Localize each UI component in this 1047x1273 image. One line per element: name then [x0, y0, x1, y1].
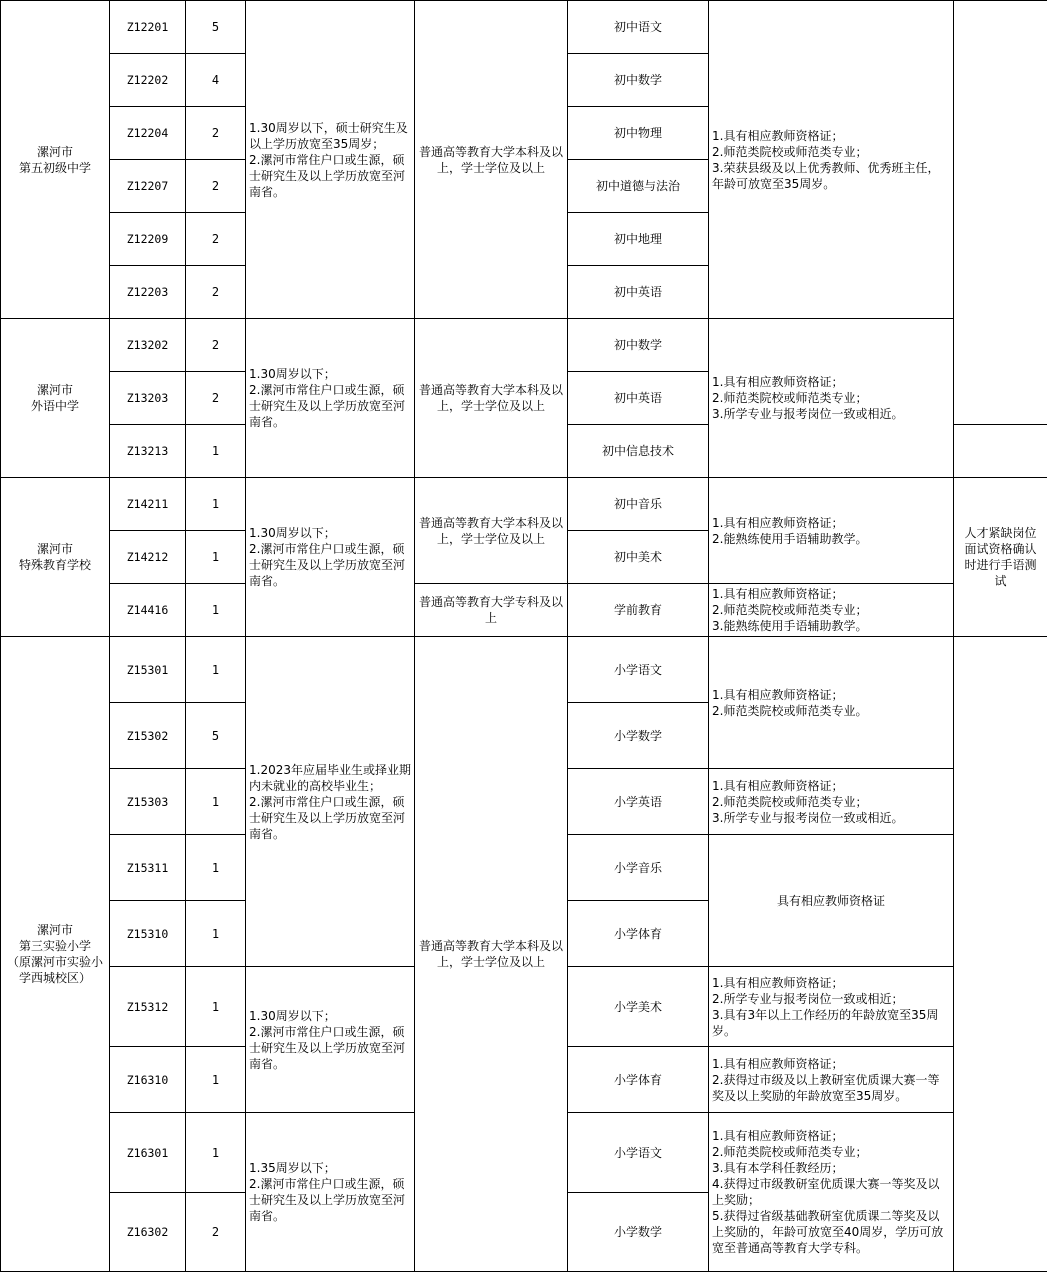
remarks: 人才紧缺岗位面试资格确认时进行手语测试: [954, 478, 1047, 637]
unit-name: 漯河市 第三实验小学 （原漯河市实验小学西城校区）: [1, 637, 110, 1272]
subject: 初中英语: [568, 372, 709, 425]
position-count: 1: [186, 1047, 246, 1113]
position-code: Z14416: [110, 584, 186, 637]
subject: 初中数学: [568, 319, 709, 372]
age-requirement: 1.35周岁以下； 2.漯河市常住户口或生源，硕士研究生及以上学历放宽至河南省。: [246, 1113, 415, 1272]
subject: 初中英语: [568, 266, 709, 319]
subject: 初中地理: [568, 213, 709, 266]
age-requirement: 1.2023年应届毕业生或择业期内未就业的高校毕业生； 2.漯河市常住户口或生源，硕士研究生及以上学历放宽至河南省。: [246, 637, 415, 967]
other-requirements: 1.具有相应教师资格证； 2.师范类院校或师范类专业。: [709, 637, 954, 769]
position-count: 2: [186, 266, 246, 319]
position-code: Z15302: [110, 703, 186, 769]
position-count: 1: [186, 425, 246, 478]
other-requirements: 1.具有相应教师资格证； 2.能熟练使用手语辅助教学。: [709, 478, 954, 584]
position-code: Z13213: [110, 425, 186, 478]
remarks: [954, 637, 1047, 1272]
position-count: 1: [186, 637, 246, 703]
education-requirement: 普通高等教育大学本科及以上，学士学位及以上: [415, 637, 568, 1272]
other-requirements: 具有相应教师资格证: [709, 835, 954, 967]
position-code: Z15301: [110, 637, 186, 703]
table-row: [1, 1, 1047, 54]
table-row: [1, 584, 1047, 637]
position-code: Z16301: [110, 1113, 186, 1193]
position-count: 5: [186, 703, 246, 769]
position-code: Z14211: [110, 478, 186, 531]
table-row: [1, 319, 1047, 372]
other-requirements: 1.具有相应教师资格证； 2.获得过市级及以上教研室优质课大赛一等奖及以上奖励的年龄放宽至35周岁。: [709, 1047, 954, 1113]
position-code: Z15303: [110, 769, 186, 835]
position-count: 1: [186, 531, 246, 584]
position-code: Z13203: [110, 372, 186, 425]
subject: 初中道德与法治: [568, 160, 709, 213]
position-code: Z14212: [110, 531, 186, 584]
subject: 初中语文: [568, 1, 709, 54]
other-requirements: 1.具有相应教师资格证； 2.师范类院校或师范类专业； 3.所学专业与报考岗位一致或相近。: [709, 769, 954, 835]
age-requirement: 1.30周岁以下； 2.漯河市常住户口或生源，硕士研究生及以上学历放宽至河南省。: [246, 319, 415, 478]
subject: 小学语文: [568, 637, 709, 703]
subject: 初中美术: [568, 531, 709, 584]
other-requirements: 1.具有相应教师资格证； 2.所学专业与报考岗位一致或相近； 3.具有3年以上工作经历的年龄放宽至35周岁。: [709, 967, 954, 1047]
subject: 小学英语: [568, 769, 709, 835]
age-requirement: 1.30周岁以下； 2.漯河市常住户口或生源，硕士研究生及以上学历放宽至河南省。: [246, 478, 415, 637]
position-count: 2: [186, 160, 246, 213]
subject: 小学语文: [568, 1113, 709, 1193]
position-count: 1: [186, 1113, 246, 1193]
position-code: Z16302: [110, 1193, 186, 1272]
subject: 小学数学: [568, 1193, 709, 1272]
subject: 小学体育: [568, 1047, 709, 1113]
position-count: 1: [186, 835, 246, 901]
position-code: Z12204: [110, 107, 186, 160]
subject: 小学美术: [568, 967, 709, 1047]
position-code: Z12201: [110, 1, 186, 54]
subject: 初中音乐: [568, 478, 709, 531]
position-count: 1: [186, 478, 246, 531]
other-requirements: 1.具有相应教师资格证； 2.师范类院校或师范类专业； 3.能熟练使用手语辅助教学。: [709, 584, 954, 637]
subject: 小学音乐: [568, 835, 709, 901]
other-requirements: 1.具有相应教师资格证； 2.师范类院校或师范类专业； 3.具有本学科任教经历； 4.获得过市级教研室优质课大赛一等奖及以上奖励； 5.获得过省级基础教研室优质课二等奖及以上奖励的，年龄可放宽至40周岁，学历可放宽至普通高等教育大学专科。: [709, 1113, 954, 1272]
position-code: Z12209: [110, 213, 186, 266]
position-code: Z16310: [110, 1047, 186, 1113]
position-count: 2: [186, 319, 246, 372]
position-count: 4: [186, 54, 246, 107]
position-count: 1: [186, 901, 246, 967]
other-requirements: 1.具有相应教师资格证； 2.师范类院校或师范类专业； 3.荣获县级及以上优秀教师、优秀班主任，年龄可放宽至35周岁。: [709, 1, 954, 319]
position-count: 2: [186, 372, 246, 425]
other-requirements: 1.具有相应教师资格证； 2.师范类院校或师范类专业； 3.所学专业与报考岗位一致或相近。: [709, 319, 954, 478]
position-code: Z12203: [110, 266, 186, 319]
age-requirement: 1.30周岁以下，硕士研究生及以上学历放宽至35周岁； 2.漯河市常住户口或生源，硕士研究生及以上学历放宽至河南省。: [246, 1, 415, 319]
position-code: Z15311: [110, 835, 186, 901]
table-row: [1, 478, 1047, 531]
position-count: 2: [186, 107, 246, 160]
position-count: 1: [186, 967, 246, 1047]
age-requirement: 1.30周岁以下； 2.漯河市常住户口或生源，硕士研究生及以上学历放宽至河南省。: [246, 967, 415, 1113]
position-code: Z12202: [110, 54, 186, 107]
subject: 初中数学: [568, 54, 709, 107]
education-requirement: 普通高等教育大学专科及以上: [415, 584, 568, 637]
position-count: 2: [186, 1193, 246, 1272]
education-requirement: 普通高等教育大学本科及以上，学士学位及以上: [415, 1, 568, 319]
position-count: 1: [186, 769, 246, 835]
subject: 小学数学: [568, 703, 709, 769]
education-requirement: 普通高等教育大学本科及以上，学士学位及以上: [415, 319, 568, 478]
unit-name: 漯河市 外语中学: [1, 319, 110, 478]
position-count: 2: [186, 213, 246, 266]
position-code: Z13202: [110, 319, 186, 372]
position-code: Z12207: [110, 160, 186, 213]
subject: 小学体育: [568, 901, 709, 967]
table-row: [1, 637, 1047, 703]
position-code: Z15312: [110, 967, 186, 1047]
position-code: Z15310: [110, 901, 186, 967]
subject: 初中信息技术: [568, 425, 709, 478]
subject: 学前教育: [568, 584, 709, 637]
remarks: [954, 1, 1047, 425]
subject: 初中物理: [568, 107, 709, 160]
education-requirement: 普通高等教育大学本科及以上，学士学位及以上: [415, 478, 568, 584]
unit-name: 漯河市 第五初级中学: [1, 1, 110, 319]
unit-name: 漯河市 特殊教育学校: [1, 478, 110, 637]
position-count: 5: [186, 1, 246, 54]
position-count: 1: [186, 584, 246, 637]
